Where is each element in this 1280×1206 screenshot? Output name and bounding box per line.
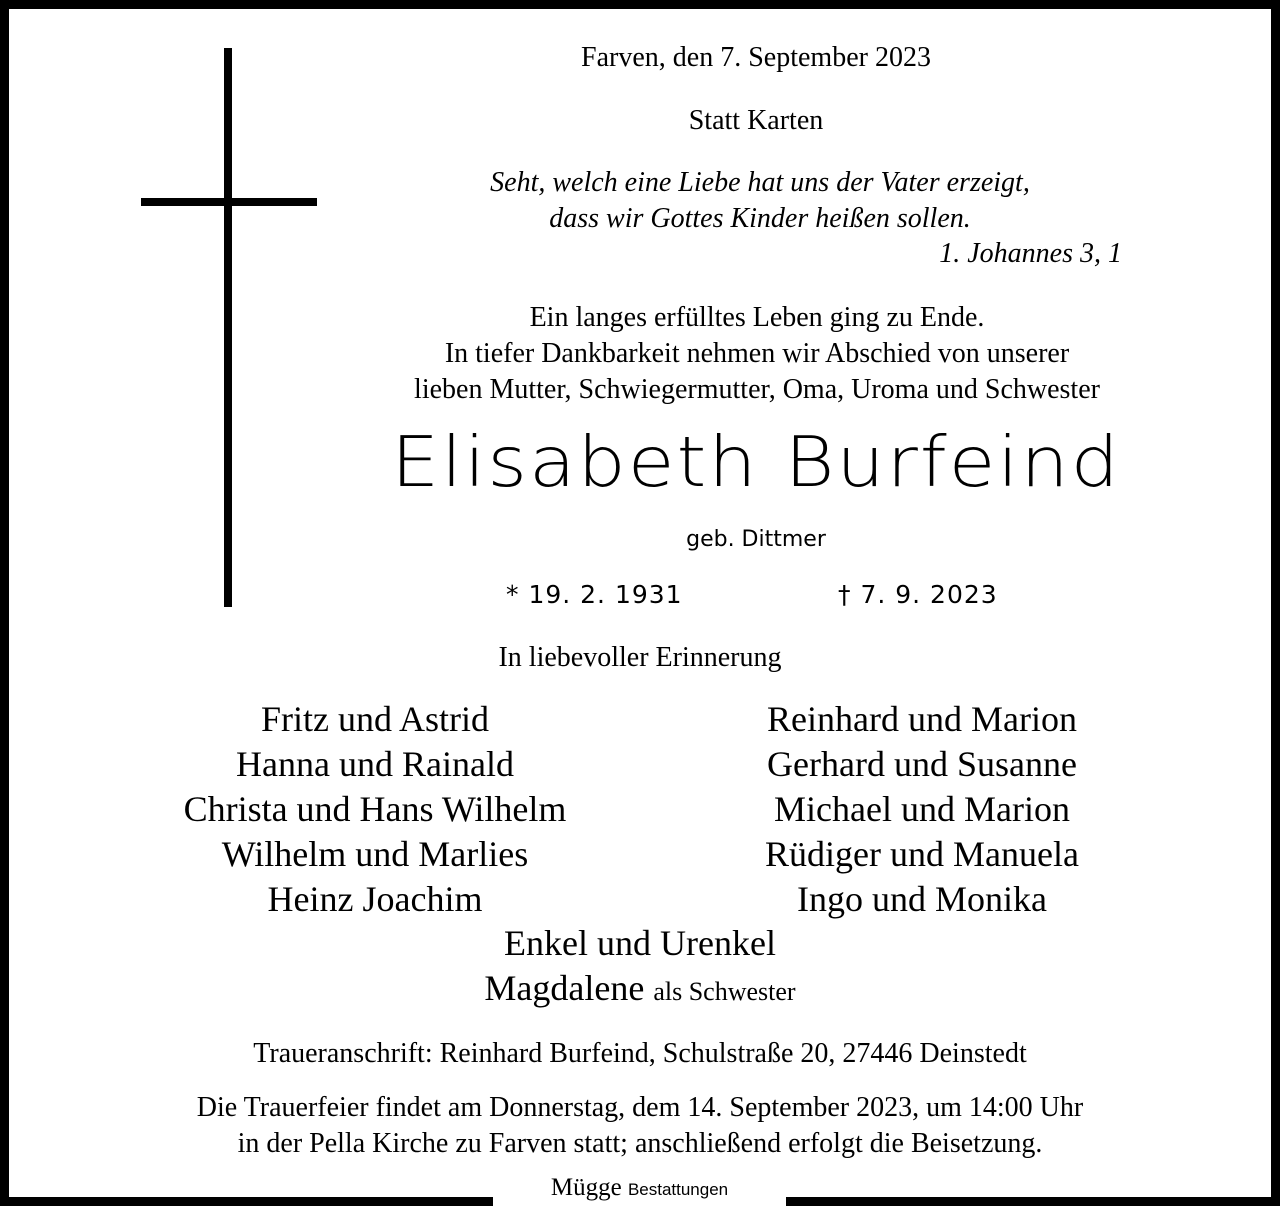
- maiden-name: geb. Dittmer: [686, 527, 826, 552]
- verse-line-1: Seht, welch eine Liebe hat uns der Vater erzeigt,: [490, 167, 1030, 198]
- mourner-name: Gerhard und Susanne: [767, 744, 1077, 784]
- grandchildren-line: Enkel und Urenkel: [504, 923, 776, 963]
- intro-line-2: In tiefer Dankbarkeit nehmen wir Abschied von unserer: [444, 338, 1070, 369]
- verse-reference: 1. Johannes 3, 1: [939, 238, 1122, 269]
- mourners-right-column: [672, 697, 1172, 922]
- statt-karten: Statt Karten: [688, 105, 824, 136]
- mourner-name: Michael und Marion: [774, 789, 1070, 829]
- mourner-name: Heinz Joachim: [267, 879, 483, 919]
- death-date: † 7. 9. 2023: [838, 580, 998, 609]
- sister-line: [340, 966, 940, 1014]
- date-line: Farven, den 7. September 2023: [581, 42, 931, 73]
- sister-label: als Schwester: [653, 977, 796, 1006]
- deceased-name: Elisabeth Burfeind: [391, 420, 1121, 503]
- intro-text: [357, 300, 1157, 408]
- bible-verse: [380, 165, 1140, 237]
- sister-name: Magdalene: [484, 968, 645, 1008]
- intro-line-1: Ein langes erfülltes Leben ging zu Ende.: [529, 302, 985, 333]
- cross-vertical-bar: [224, 48, 232, 607]
- cross-horizontal-bar: [141, 198, 317, 206]
- mourner-name: Hanna und Rainald: [236, 744, 514, 784]
- memory-line: In liebevoller Erinnerung: [498, 642, 782, 673]
- mourner-name: Rüdiger und Manuela: [765, 834, 1079, 874]
- intro-line-3: lieben Mutter, Schwiegermutter, Oma, Uroma und Schwester: [414, 374, 1100, 405]
- undertaker: [493, 1174, 786, 1202]
- birth-date: * 19. 2. 1931: [506, 580, 683, 609]
- mourners-left-column: [125, 697, 625, 922]
- undertaker-label: Bestattungen: [627, 1180, 729, 1199]
- mourning-address: Traueranschrift: Reinhard Burfeind, Schulstraße 20, 27446 Deinstedt: [253, 1038, 1027, 1069]
- service-line-2: in der Pella Kirche zu Farven statt; anschließend erfolgt die Beisetzung.: [237, 1128, 1043, 1159]
- funeral-service-info: [90, 1090, 1190, 1162]
- bottom-border-left: [0, 1197, 493, 1206]
- mourner-name: Wilhelm und Marlies: [221, 834, 529, 874]
- mourner-name: Reinhard und Marion: [767, 699, 1077, 739]
- service-line-1: Die Trauerfeier findet am Donnerstag, dem 14. September 2023, um 14:00 Uhr: [196, 1092, 1084, 1123]
- mourner-name: Christa und Hans Wilhelm: [183, 789, 567, 829]
- undertaker-name: Mügge: [550, 1174, 622, 1201]
- verse-line-2: dass wir Gottes Kinder heißen sollen.: [549, 203, 971, 234]
- mourner-name: Fritz und Astrid: [260, 699, 489, 739]
- bottom-border-right: [786, 1197, 1280, 1206]
- mourner-name: Ingo und Monika: [797, 879, 1047, 919]
